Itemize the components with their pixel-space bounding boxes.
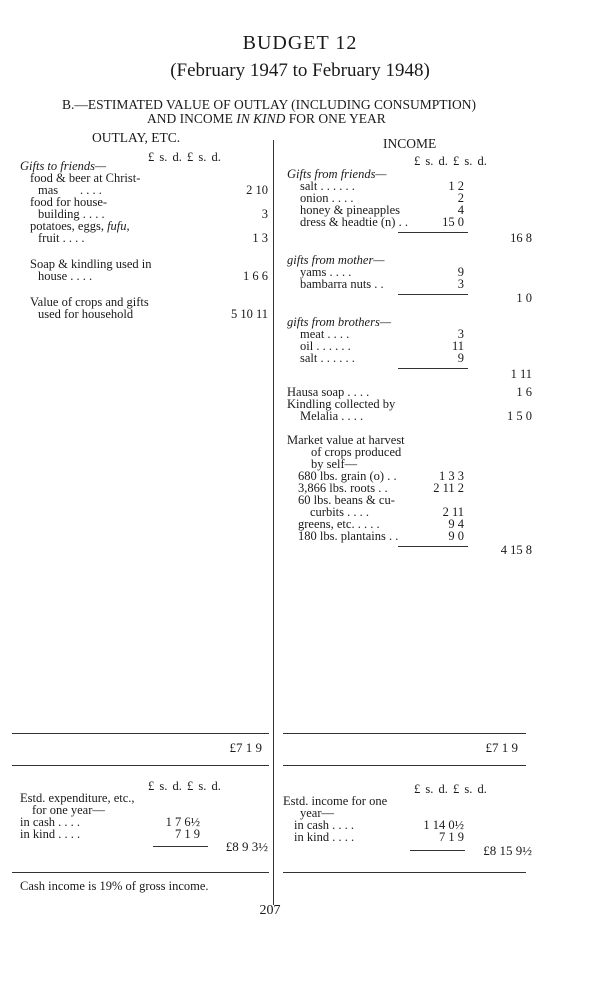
outlay-line: Value of crops and gifts (30, 295, 149, 309)
outlay-line: mas (38, 183, 59, 197)
income-currency-cols: £ s. d. £ s. d. (414, 154, 487, 168)
outlay-line: potatoes, eggs, fufu, (30, 219, 130, 233)
outlay-amount: 1 6 6 (243, 269, 268, 283)
income-amount: 9 0 (448, 529, 464, 543)
outlay-line: fruit . . . . (38, 231, 85, 245)
income-amount: 3 (457, 277, 464, 291)
outlay-line: Soap & kindling used in (30, 257, 152, 271)
page-title: BUDGET 12 (242, 32, 358, 54)
subtotal-rule (398, 232, 468, 233)
subtotal-rule (398, 294, 468, 295)
income-line: Hausa soap . . . . (287, 385, 370, 399)
income-amount: 4 (457, 203, 464, 217)
income-amount: 9 (457, 351, 464, 365)
income-line: dress & headtie (n) . . (300, 215, 408, 229)
summary-right-line: in kind . . . . (294, 830, 355, 844)
summary-right-amount: 7 1 9 (439, 830, 464, 844)
income-subtotal: 4 15 8 (500, 543, 532, 557)
summary-right-line: year— (300, 806, 335, 820)
total-rule-right (283, 765, 526, 766)
income-line: meat . . . . (300, 327, 350, 341)
summary-left-currency-cols: £ s. d. £ s. d. (148, 779, 221, 793)
outlay-header: OUTLAY, ETC. (92, 130, 181, 145)
income-line: oil . . . . . . (300, 339, 351, 353)
outlay-gifts-heading: Gifts to friends— (20, 159, 107, 173)
income-line: 180 lbs. plantains . . (298, 529, 399, 543)
outlay-amount: 1 3 (252, 231, 268, 245)
income-total: £7 1 9 (485, 740, 518, 755)
total-rule-left (12, 765, 269, 766)
section-heading-line2: AND INCOME IN KIND FOR ONE YEAR (147, 111, 386, 126)
outlay-amount: 5 10 11 (230, 307, 268, 321)
page-number: 207 (259, 903, 281, 918)
income-mother-heading: gifts from mother— (287, 253, 385, 267)
income-line: 60 lbs. beans & cu- (298, 493, 395, 507)
summary-left-amount: 1 7 6½ (165, 815, 200, 829)
summary-right-line: Estd. income for one (283, 794, 388, 808)
column-divider (273, 140, 274, 905)
section-heading-line1: B.—ESTIMATED VALUE OF OUTLAY (INCLUDING CONSUMPTION) (62, 97, 477, 112)
income-line: honey & pineapples (300, 203, 400, 217)
outlay-currency-cols: £ s. d. £ s. d. (148, 150, 221, 164)
subtotal-rule (398, 546, 468, 547)
summary-left-line: Estd. expenditure, etc., (20, 791, 135, 805)
income-header: INCOME (383, 136, 437, 151)
summary-right-amount: 1 14 0½ (423, 818, 464, 832)
income-line: Kindling collected by (287, 397, 396, 411)
summary-right-line: in cash . . . . (294, 818, 355, 832)
footer-rule-left (12, 872, 269, 873)
income-line: yams . . . . (300, 265, 352, 279)
outlay-amount: 2 10 (246, 183, 268, 197)
income-line: of crops produced (311, 445, 402, 459)
income-line: by self— (311, 457, 358, 471)
summary-left-amount: 7 1 9 (175, 827, 200, 841)
outlay-line: building . . . . (38, 207, 105, 221)
summary-right-currency-cols: £ s. d. £ s. d. (414, 782, 487, 796)
summary-rule (153, 846, 208, 847)
income-line: curbits . . . . (310, 505, 370, 519)
income-line: bambarra nuts . . (300, 277, 384, 291)
outlay-total: £7 1 9 (229, 740, 262, 755)
summary-left-line: in cash . . . . (20, 815, 81, 829)
total-rule-right (283, 733, 526, 734)
outlay-line: house . . . . (38, 269, 93, 283)
outlay-line: food for house- (30, 195, 108, 209)
income-line: onion . . . . (300, 191, 354, 205)
income-line: salt . . . . . . (300, 179, 355, 193)
income-friends-heading: Gifts from friends— (287, 167, 387, 181)
income-amount: 2 (457, 191, 464, 205)
income-amount: 1 2 (448, 179, 464, 193)
income-line: salt . . . . . . (300, 351, 355, 365)
income-amount: 9 4 (448, 517, 464, 531)
income-subtotal: 16 8 (510, 231, 532, 245)
outlay-line: used for household (38, 307, 134, 321)
income-amount: 11 (451, 339, 464, 353)
income-subtotal: 1 11 (510, 367, 532, 381)
income-line: greens, etc. . . . . (298, 517, 380, 531)
income-amount: 15 0 (442, 215, 464, 229)
page-subtitle: (February 1947 to February 1948) (170, 60, 430, 81)
outlay-amount: 3 (261, 207, 268, 221)
income-line: 3,866 lbs. roots . . (298, 481, 388, 495)
subtotal-rule (398, 368, 468, 369)
income-subtotal: 1 5 0 (507, 409, 532, 423)
outlay-dots: . . . . (80, 183, 102, 197)
income-amount: 2 11 2 (433, 481, 464, 495)
summary-rule (410, 850, 465, 851)
income-subtotal: 1 6 (516, 385, 532, 399)
summary-left-line: in kind . . . . (20, 827, 81, 841)
income-line: Melalia . . . . (300, 409, 364, 423)
footer-rule-right (283, 872, 526, 873)
outlay-line: food & beer at Christ- (30, 171, 141, 185)
summary-right-total: £8 15 9½ (483, 843, 532, 858)
total-rule-left (12, 733, 269, 734)
income-brothers-heading: gifts from brothers— (287, 315, 391, 329)
income-amount: 1 3 3 (439, 469, 464, 483)
summary-left-line: for one year— (32, 803, 105, 817)
income-subtotal: 1 0 (516, 291, 532, 305)
income-amount: 3 (457, 327, 464, 341)
footnote: Cash income is 19% of gross income. (20, 879, 209, 893)
income-line: 680 lbs. grain (o) . . (298, 469, 397, 483)
income-amount: 9 (457, 265, 464, 279)
income-line: Market value at harvest (287, 433, 405, 447)
income-amount: 2 11 (442, 505, 464, 519)
summary-left-total: £8 9 3½ (225, 839, 268, 854)
